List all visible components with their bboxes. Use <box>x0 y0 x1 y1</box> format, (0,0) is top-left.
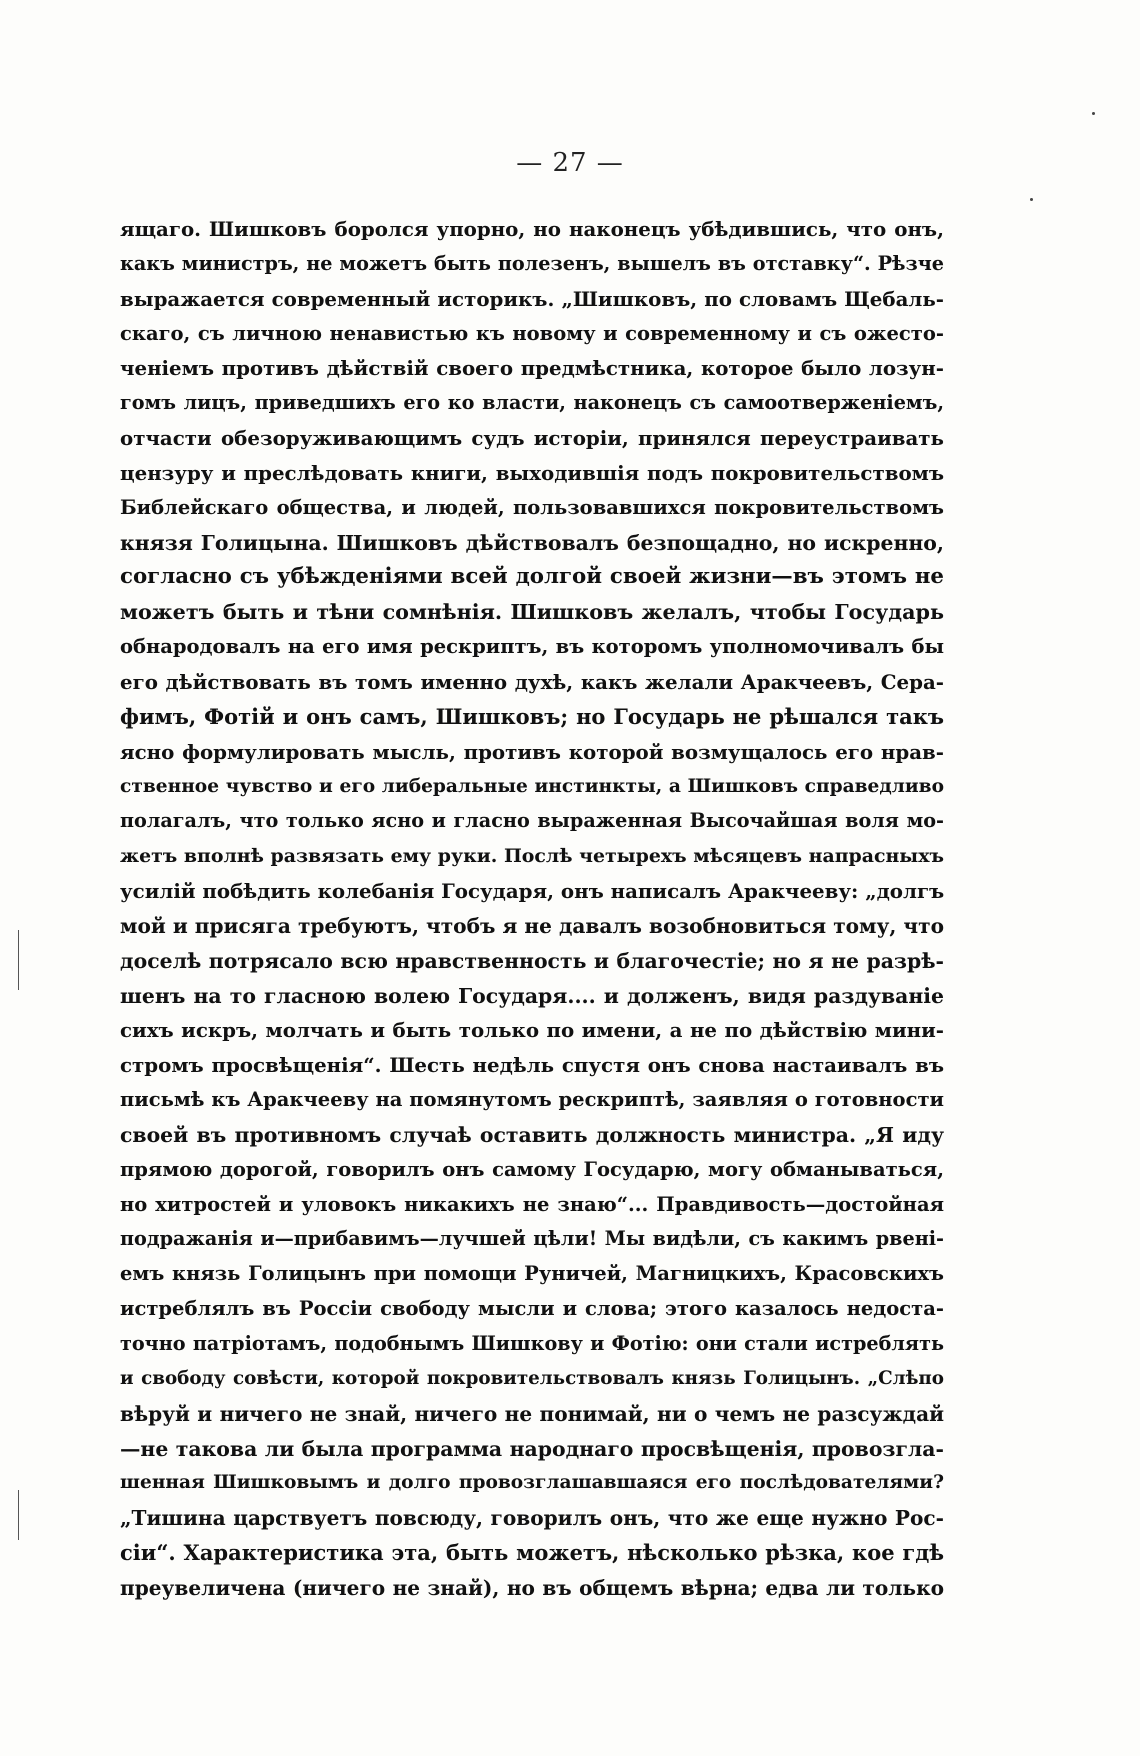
scan-speck <box>1092 112 1095 115</box>
text-line: вѣруй и ничего не знай, ничего не понимай, ни о чемъ не разсуждай <box>120 1401 944 1426</box>
text-line: письмѣ къ Аракчееву на помянутомъ рескриптѣ, заявляя о готовности <box>120 1088 944 1112</box>
text-line: ственное чувство и его либеральные инстинкты, а Шишковъ справедливо <box>120 775 944 797</box>
text-line: фимъ, Фотій и онъ самъ, Шишковъ; но Государь не рѣшался такъ <box>120 703 944 729</box>
text-line: ченіемъ противъ дѣйствій своего предмѣстника, которое было лозун- <box>120 356 944 381</box>
text-line: скаго, съ личною ненавистью къ новому и современному и съ ожесто- <box>120 321 944 345</box>
text-line: выражается современный историкъ. „Шишковъ, по словамъ Щебаль- <box>120 286 944 311</box>
text-line: усилій побѣдить колебанія Государя, онъ написалъ Аракчееву: „долгъ <box>120 879 944 904</box>
text-line: какъ министръ, не можетъ быть полезенъ, вышелъ въ отставку“. Рѣзче <box>120 251 944 275</box>
scan-edge-mark <box>18 930 19 990</box>
text-line: шенъ на то гласною волею Государя.... и долженъ, видя раздуваніе <box>120 983 944 1008</box>
text-line: шенная Шишковымъ и долго провозглашавшаяся его послѣдователями? <box>120 1472 944 1494</box>
page-number: — 27 — <box>516 148 624 178</box>
text-line: „Тишина царствуетъ повсюду, говорилъ онъ, что же еще нужно Рос- <box>120 1506 944 1531</box>
text-line: точно патріотамъ, подобнымъ Шишкову и Фотію: они стали истреблять <box>120 1332 944 1355</box>
body-text <box>120 212 944 1606</box>
text-line: сихъ искръ, молчать и быть только по имени, а не по дѣйствію мини- <box>120 1018 944 1043</box>
text-line: жетъ вполнѣ развязать ему руки. Послѣ четырехъ мѣсяцевъ напрасныхъ <box>120 845 944 868</box>
text-line: ясно формулировать мысль, противъ которой возмущалось его нрав- <box>120 739 944 764</box>
text-line: истреблялъ въ Россіи свободу мысли и слова; этого казалось недоста- <box>120 1297 944 1321</box>
text-line: —не такова ли была программа народнаго просвѣщенія, провозгла- <box>120 1436 944 1461</box>
text-line: ящаго. Шишковъ боролся упорно, но наконецъ убѣдившись, что онъ, <box>120 217 944 241</box>
text-line: полагалъ, что только ясно и гласно выраженная Высочайшая воля мо- <box>120 809 944 833</box>
text-line: но хитростей и уловокъ никакихъ не знаю“... Правдивость—достойная <box>120 1192 944 1216</box>
text-line: доселѣ потрясало всю нравственность и благочестіе; но я не разрѣ- <box>120 948 944 973</box>
scan-speck <box>1030 198 1033 201</box>
text-line: князя Голицына. Шишковъ дѣйствовалъ безпощадно, но искренно, <box>120 530 944 555</box>
text-line: мой и присяга требуютъ, чтобъ я не давалъ возобновиться тому, что <box>120 913 944 938</box>
text-line: обнародовалъ на его имя рескриптъ, въ которомъ уполномочивалъ бы <box>120 635 944 659</box>
text-line: сіи“. Характеристика эта, быть можетъ, нѣсколько рѣзка, кое гдѣ <box>120 1540 944 1566</box>
text-line: цензуру и преслѣдовать книги, выходившія подъ покровительствомъ <box>120 460 944 485</box>
text-line: прямою дорогой, говорилъ онъ самому Государю, могу обманываться, <box>120 1157 944 1181</box>
scan-edge-mark <box>18 1490 19 1540</box>
text-line: емъ князь Голицынъ при помощи Руничей, Магницкихъ, Красовскихъ <box>120 1262 944 1286</box>
text-line: его дѣйствовать въ томъ именно духѣ, какъ желали Аракчеевъ, Сера- <box>120 669 944 694</box>
text-line: подражанія и—прибавимъ—лучшей цѣли! Мы видѣли, съ какимъ рвені- <box>120 1227 944 1251</box>
text-line: согласно съ убѣжденіями всей долгой своей жизни—въ этомъ не <box>120 564 944 590</box>
text-line: и свободу совѣсти, которой покровительствовалъ князь Голицынъ. „Слѣпо <box>120 1367 944 1389</box>
text-line: стромъ просвѣщенія“. Шесть недѣль спустя онъ снова настаивалъ въ <box>120 1053 944 1078</box>
text-line: преувеличена (ничего не знай), но въ общемъ вѣрна; едва ли только <box>120 1575 944 1600</box>
text-line: гомъ лицъ, приведшихъ его ко власти, наконецъ съ самоотверженіемъ, <box>120 391 944 415</box>
text-line: своей въ противномъ случаѣ оставить должность министра. „Я иду <box>120 1122 944 1147</box>
text-line: можетъ быть и тѣни сомнѣнія. Шишковъ желалъ, чтобы Государь <box>120 600 944 625</box>
text-line: Библейскаго общества, и людей, пользовавшихся покровительствомъ <box>120 495 944 519</box>
text-line: отчасти обезоруживающимъ судъ исторіи, принялся переустраивать <box>120 426 944 451</box>
